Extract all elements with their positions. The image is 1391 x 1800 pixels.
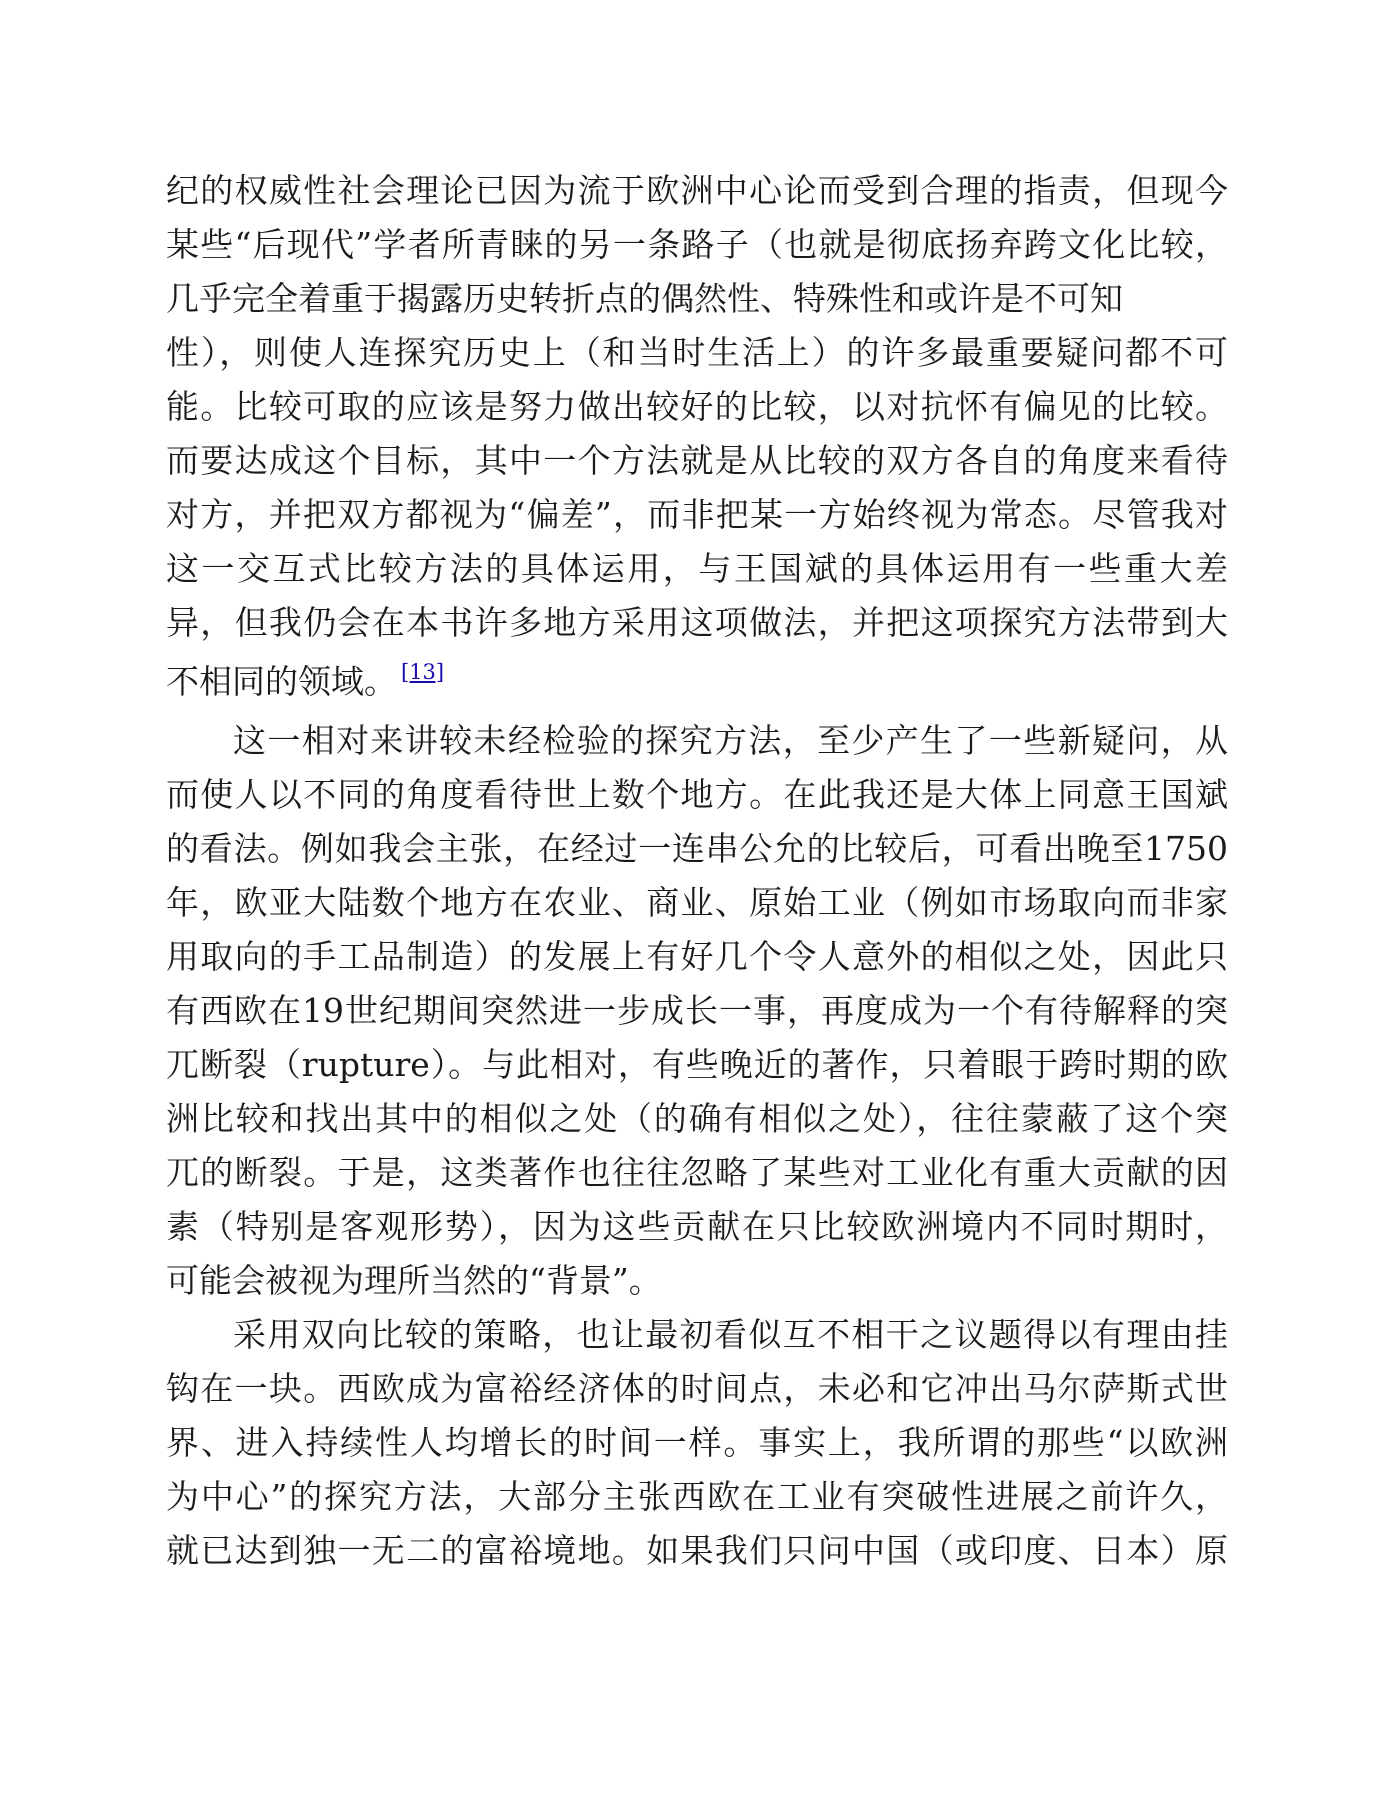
text-line: 能。比较可取的应该是努力做出较好的比较，以对抗怀有偏见的比较。	[166, 387, 1228, 426]
text-line: 采用双向比较的策略，也让最初看似互不相干之议题得以有理由挂	[233, 1315, 1228, 1354]
text-line: 用取向的手工品制造）的发展上有好几个令人意外的相似之处，因此只	[166, 937, 1228, 976]
footnote-link[interactable]: [13]	[401, 660, 445, 684]
text-line: 年，欧亚大陆数个地方在农业、商业、原始工业（例如市场取向而非家	[166, 883, 1228, 922]
text-line: 有西欧在19世纪期间突然进一步成长一事，再度成为一个有待解释的突	[166, 991, 1228, 1030]
text-line: 而使人以不同的角度看待世上数个地方。在此我还是大体上同意王国斌	[166, 775, 1228, 814]
text-line: 可能会被视为理所当然的“背景”。	[166, 1261, 662, 1300]
text-line: 某些“后现代”学者所青睐的另一条路子（也就是彻底扬弃跨文化比较，	[166, 225, 1228, 264]
text-line: 性），则使人连探究历史上（和当时生活上）的许多最重要疑问都不可	[166, 333, 1228, 372]
text-line: 兀的断裂。于是，这类著作也往往忽略了某些对工业化有重大贡献的因	[166, 1153, 1228, 1192]
text-line: 几乎完全着重于揭露历史转折点的偶然性、特殊性和或许是不可知	[166, 279, 1123, 318]
text-line: 纪的权威性社会理论已因为流于欧洲中心论而受到合理的指责，但现今	[166, 171, 1228, 210]
text-line: 界、进入持续性人均增长的时间一样。事实上，我所谓的那些“以欧洲	[166, 1423, 1228, 1462]
body-text	[166, 164, 1228, 1578]
text-line: 为中心”的探究方法，大部分主张西欧在工业有突破性进展之前许久，	[166, 1477, 1228, 1516]
text-line: 就已达到独一无二的富裕境地。如果我们只问中国（或印度、日本）原	[166, 1531, 1228, 1570]
text-line: 素（特别是客观形势），因为这些贡献在只比较欧洲境内不同时期时，	[166, 1207, 1228, 1246]
text-line: 这一相对来讲较未经检验的探究方法，至少产生了一些新疑问，从	[233, 721, 1228, 760]
text-line: 洲比较和找出其中的相似之处（的确有相似之处），往往蒙蔽了这个突	[166, 1099, 1228, 1138]
text-line: 钩在一块。西欧成为富裕经济体的时间点，未必和它冲出马尔萨斯式世	[166, 1369, 1228, 1408]
text-line-last	[166, 650, 1228, 714]
text-line: 兀断裂（rupture）。与此相对，有些晚近的著作，只着眼于跨时期的欧	[166, 1045, 1228, 1084]
text-line: 而要达成这个目标，其中一个方法就是从比较的双方各自的角度来看待	[166, 441, 1228, 480]
text-line: 对方，并把双方都视为“偏差”，而非把某一方始终视为常态。尽管我对	[166, 495, 1228, 534]
text-line-content: 不相同的领域。	[166, 662, 397, 701]
text-line: 这一交互式比较方法的具体运用，与王国斌的具体运用有一些重大差	[166, 549, 1228, 588]
text-line: 异，但我仍会在本书许多地方采用这项做法，并把这项探究方法带到大	[166, 603, 1228, 642]
text-line: 的看法。例如我会主张，在经过一连串公允的比较后，可看出晚至1750	[166, 829, 1228, 868]
